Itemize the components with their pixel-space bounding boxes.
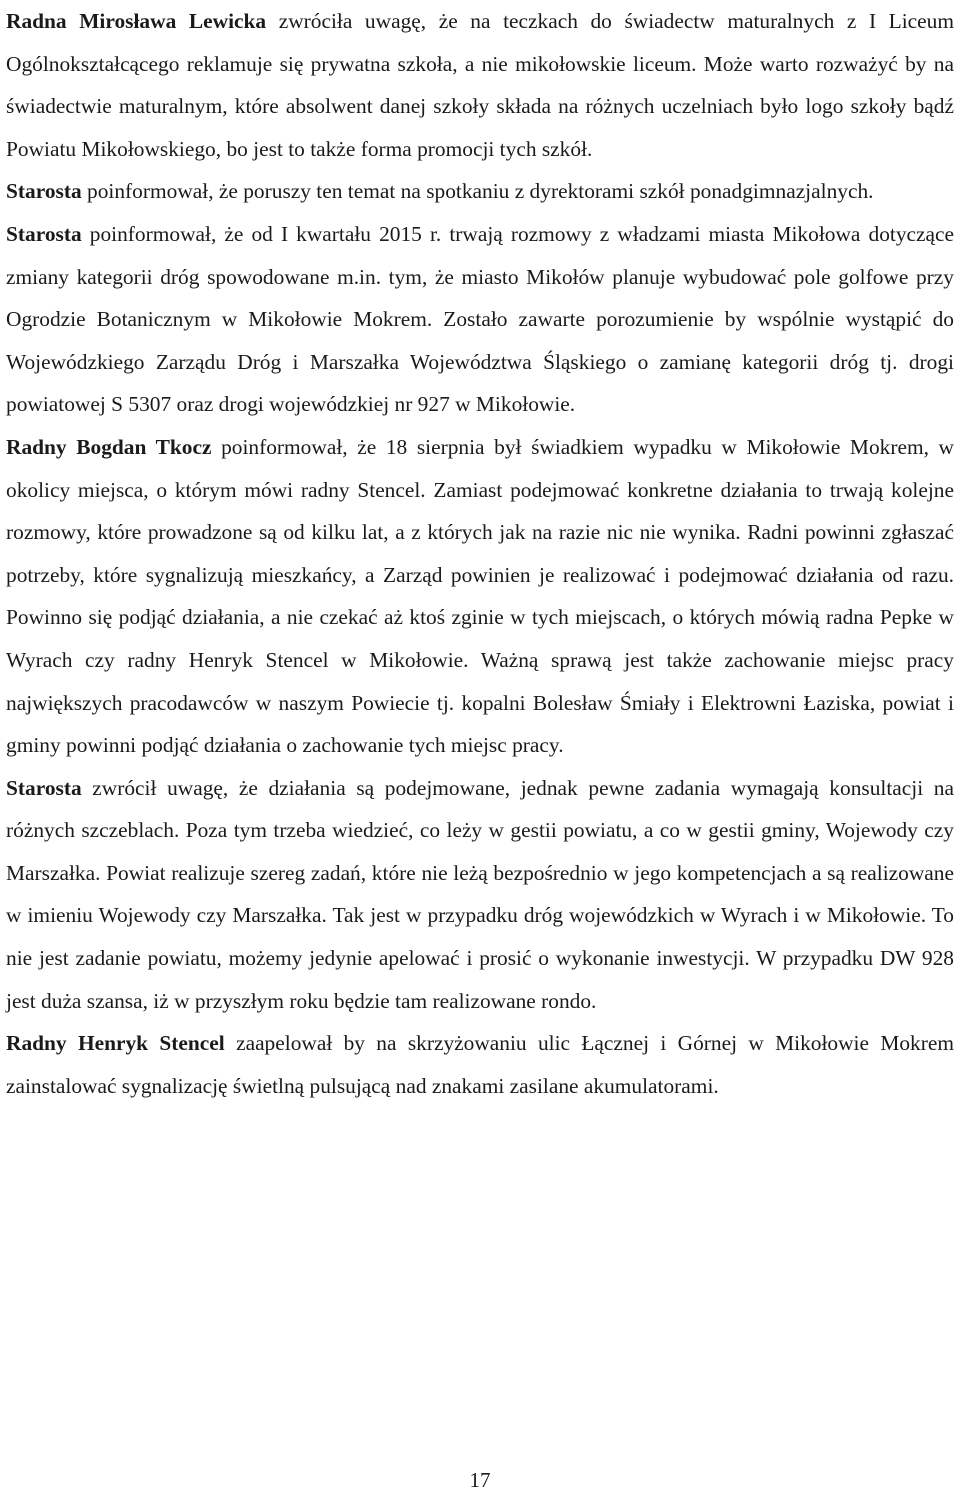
page-number: 17	[469, 1468, 491, 1492]
speaker-name: Radna Mirosława Lewicka	[6, 9, 267, 33]
paragraph-text: zwróciła uwagę, że na teczkach do świadectw maturalnych z I Liceum Ogólnokształcącego reklamuje się prywatna szkoła, a nie mikołowskie liceum. Może warto rozważyć by na świadectwie maturalnym, które absolwent danej szkoły składa na różnych uczelniach było logo szkoły bądź Powiatu Mikołowskiego, bo jest to także forma promocji tych szkół.	[6, 9, 954, 161]
paragraph-starosta-3	[6, 767, 954, 1023]
speaker-name: Radny Bogdan Tkocz	[6, 434, 212, 459]
paragraph-stencel	[6, 1022, 954, 1107]
paragraph-starosta-1	[6, 170, 954, 213]
paragraph-text: zaapelował by na skrzyżowaniu ulic Łącznej i Górnej w Mikołowie Mokrem zainstalować sygnalizację świetlną pulsującą nad znakami zasilane akumulatorami.	[6, 1031, 954, 1098]
speaker-name: Starosta	[6, 775, 82, 800]
speaker-name: Radny Henryk Stencel	[6, 1031, 225, 1056]
paragraph-text: poinformował, że 18 sierpnia był świadkiem wypadku w Mikołowie Mokrem, w okolicy miejsca, o którym mówi radny Stencel. Zamiast podejmować konkretne działania to trwają kolejne rozmowy, które prowadzone są od kilku lat, a z których jak na razie nic nie wynika. Radni powinni zgłaszać potrzeby, które sygnalizują mieszkańcy, a Zarząd powinien je realizować i podejmować działania od razu. Powinno się podjąć działania, a nie czekać aż ktoś zginie w tych miejscach, o których mówią radna Pepke w Wyrach czy radny Henryk Stencel w Mikołowie. Ważną sprawą jest także zachowanie miejsc pracy największych pracodawców w naszym Powiecie tj. kopalni Bolesław Śmiały i Elektrowni Łaziska, powiat i gminy powinni podjąć działania o zachowanie tych miejsc pracy.	[6, 434, 955, 758]
document-body	[6, 0, 954, 1107]
paragraph-lewicka	[6, 0, 954, 170]
paragraph-text: poinformował, że od I kwartału 2015 r. trwają rozmowy z władzami miasta Mikołowa dotyczące zmiany kategorii dróg spowodowane m.in. tym, że miasto Mikołów planuje wybudować pole golfowe przy Ogrodzie Botanicznym w Mikołowie Mokrem. Zostało zawarte porozumienie by wspólnie wystąpić do Wojewódzkiego Zarządu Dróg i Marszałka Województwa Śląskiego o zamianę kategorii dróg tj. drogi powiatowej S 5307 oraz drogi wojewódzkiej nr 927 w Mikołowie.	[6, 221, 954, 417]
paragraph-starosta-2	[6, 213, 954, 426]
paragraph-tkocz	[6, 426, 954, 767]
speaker-name: Starosta	[6, 221, 82, 246]
speaker-name: Starosta	[6, 179, 82, 204]
paragraph-text: poinformował, że poruszy ten temat na spotkaniu z dyrektorami szkół ponadgimnazjalnych.	[81, 179, 874, 204]
paragraph-text: zwrócił uwagę, że działania są podejmowane, jednak pewne zadania wymagają konsultacji na różnych szczeblach. Poza tym trzeba wiedzieć, co leży w gestii powiatu, a co w gestii gminy, Wojewody czy Marszałka. Powiat realizuje szereg zadań, które nie leżą bezpośrednio w jego kompetencjach a są realizowane w imieniu Wojewody czy Marszałka. Tak jest w przypadku dróg wojewódzkich w Wyrach i w Mikołowie. To nie jest zadanie powiatu, możemy jedynie apelować i prosić o wykonanie inwestycji. W przypadku DW 928 jest duża szansa, iż w przyszłym roku będzie tam realizowane rondo.	[6, 775, 954, 1013]
